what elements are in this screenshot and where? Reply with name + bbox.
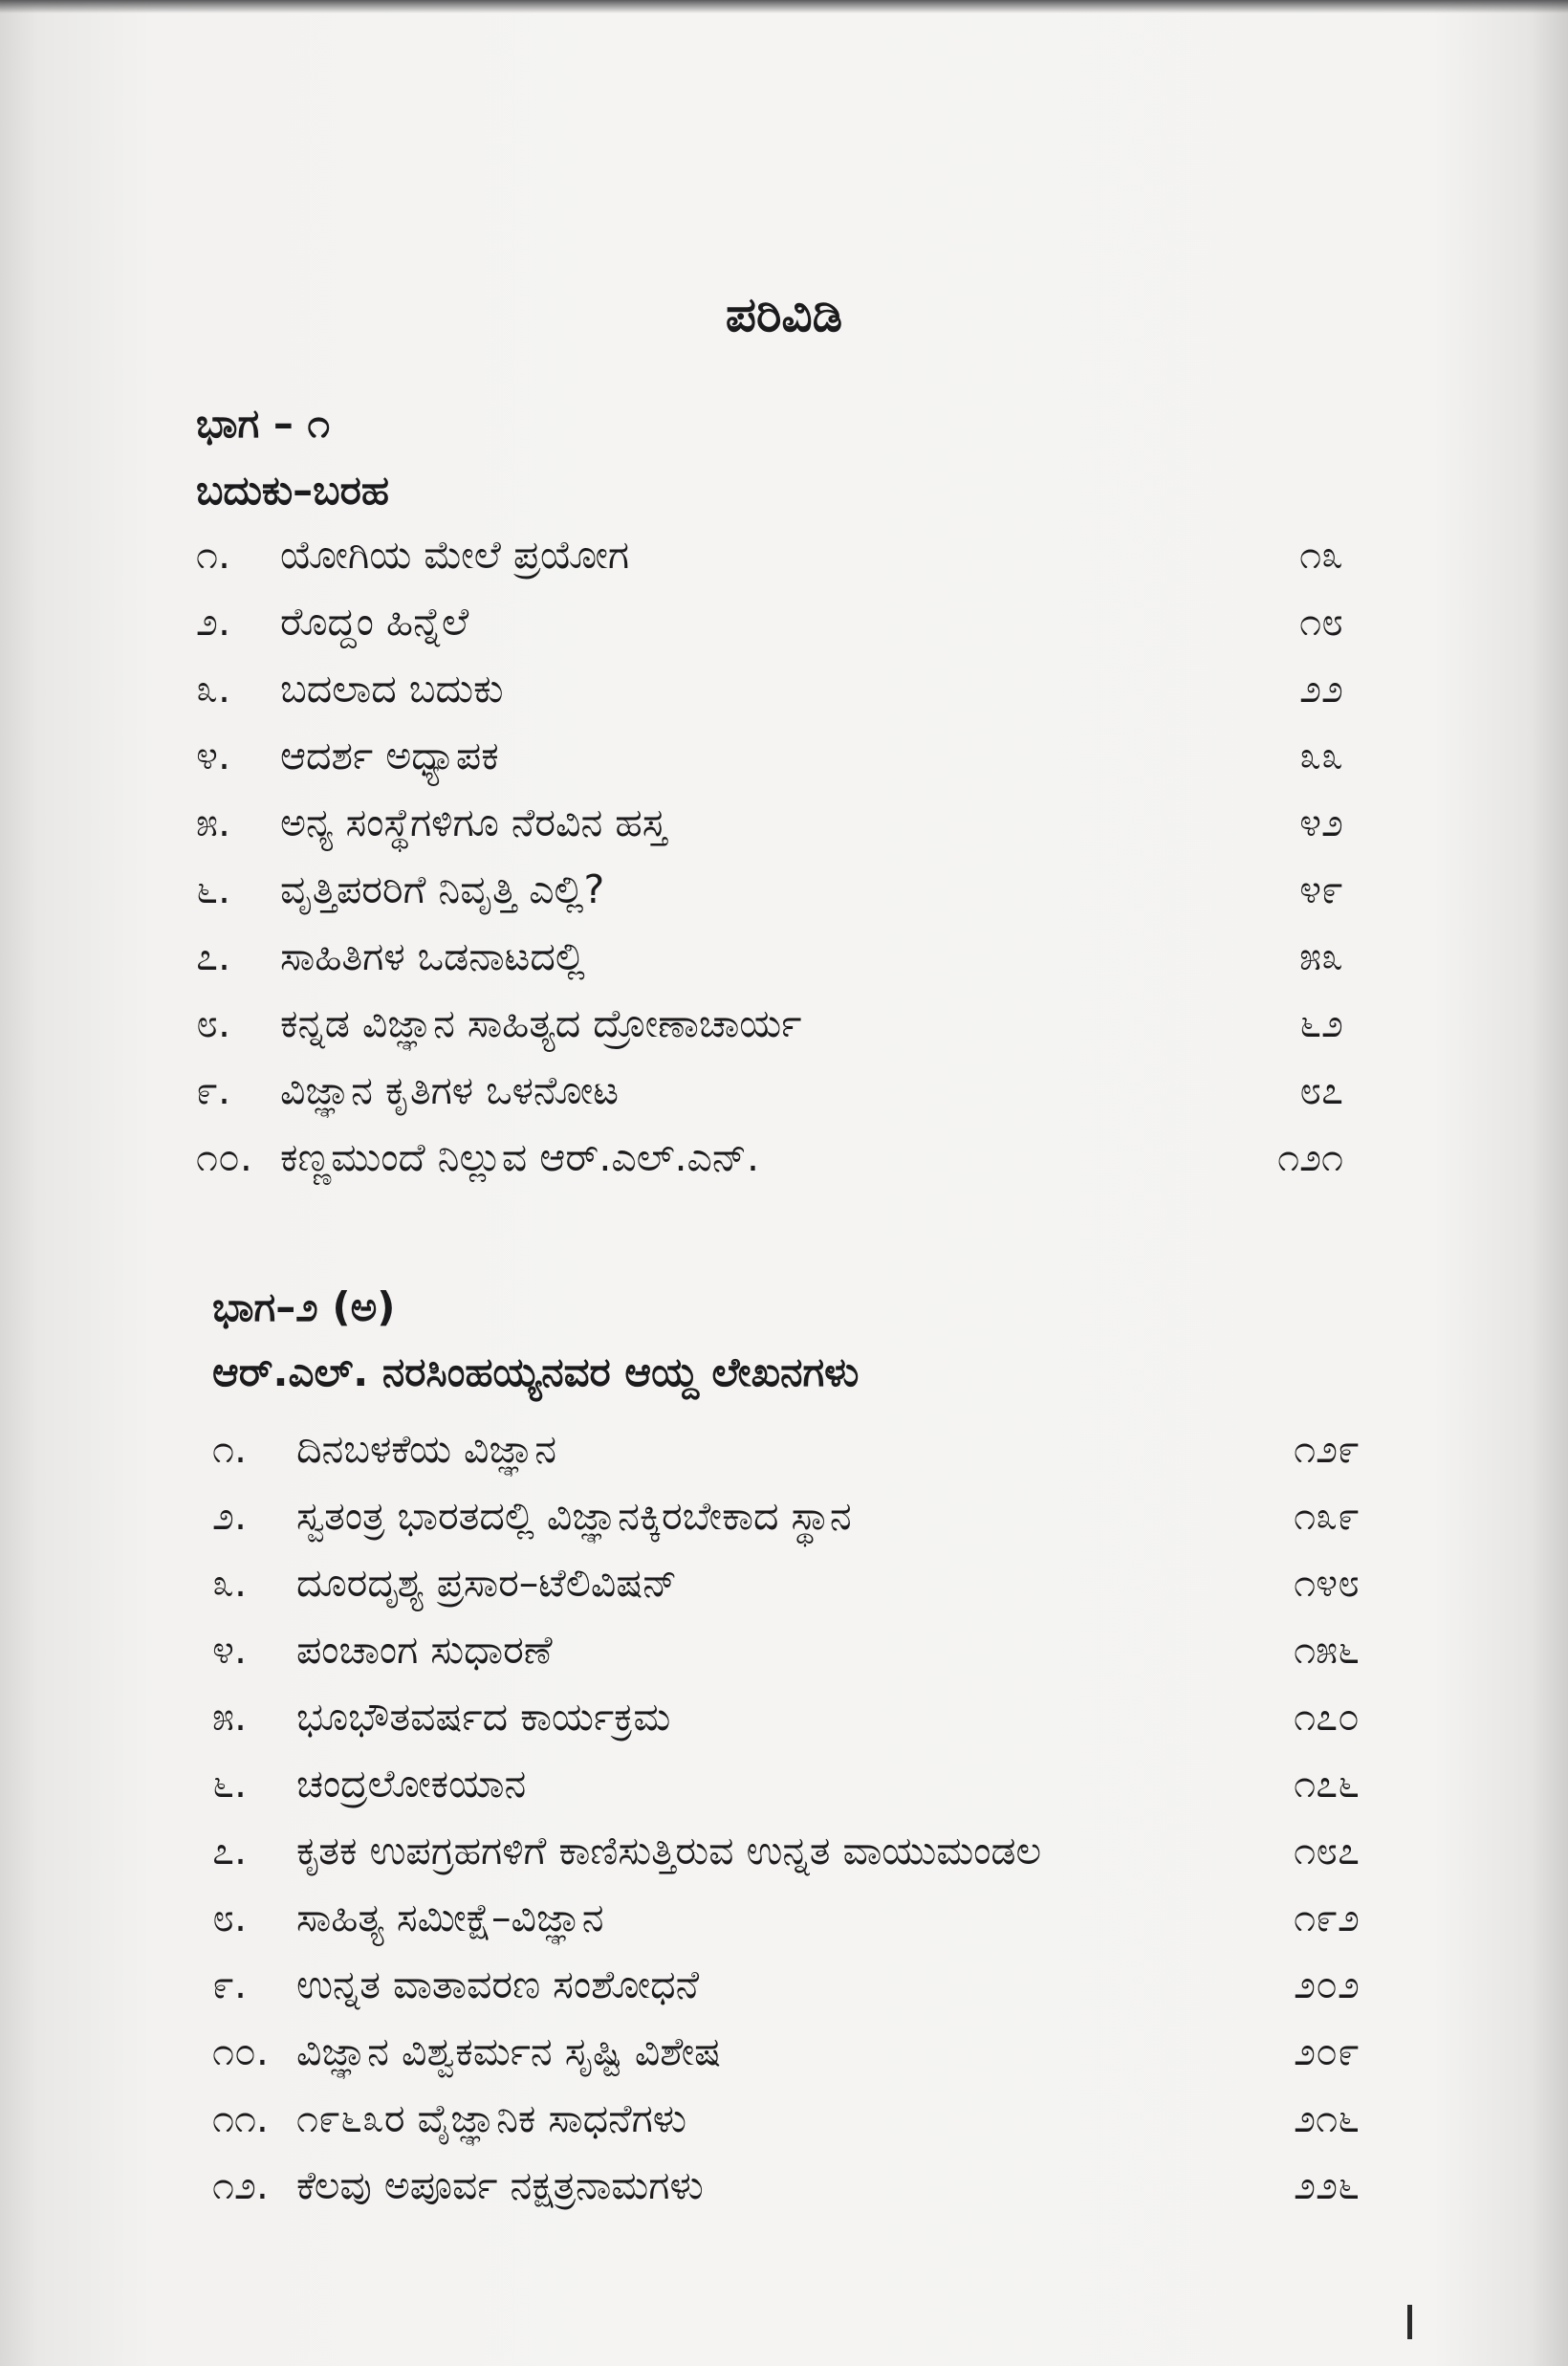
toc-entry-page: ೧೩೯ [1294, 1493, 1360, 1539]
toc-entry-page: ೨೨ [1299, 666, 1343, 712]
toc-entry-title: ಸಾಹಿತ್ಯ ಸಮೀಕ್ಷೆ–ವಿಜ್ಞಾನ [296, 1895, 604, 1940]
part2-heading: ಭಾಗ–೨ (ಅ) [212, 1283, 396, 1330]
toc-entry-page: ೧೭೦ [1294, 1694, 1360, 1740]
toc-entry-page: ೧೨೯ [1294, 1426, 1360, 1472]
toc-entry-page: ೪೨ [1299, 800, 1343, 845]
toc-entry [212, 1750, 1360, 1817]
toc-entry [196, 990, 1343, 1057]
part1-subheading: ಬದುಕು–ಬರಹ [196, 467, 389, 514]
toc-entry-page: ೧೮ [1299, 599, 1343, 645]
toc-entry-page: ೧೯೨ [1294, 1895, 1360, 1940]
toc-entry-title: ಕನ್ನಡ ವಿಜ್ಞಾನ ಸಾಹಿತ್ಯದ ದ್ರೋಣಾಚಾರ್ಯ [280, 1000, 802, 1046]
toc-entry-number: ೧. [212, 1426, 247, 1472]
toc-entry-number: ೨. [196, 599, 230, 645]
toc-entry-number: ೮. [196, 1000, 230, 1046]
toc-entry-page: ೨೦೨ [1294, 1961, 1360, 2007]
page-top-shadow [0, 0, 1568, 13]
toc-entry [196, 923, 1343, 990]
toc-entry-number: ೩. [212, 1560, 247, 1606]
toc-entry-number: ೧೧. [212, 2095, 269, 2141]
toc-entry-title: ಚಂದ್ರಲೋಕಯಾನ [296, 1761, 527, 1807]
toc-entry-page: ೨೦೯ [1294, 2028, 1360, 2074]
toc-entry [196, 1124, 1343, 1191]
toc-entry-title: ಉನ್ನತ ವಾತಾವರಣ ಸಂಶೋಧನೆ [296, 1961, 700, 2007]
toc-entry-number: ೧೦. [212, 2028, 269, 2074]
toc-entry-number: ೯. [196, 1067, 230, 1113]
ink-mark [1407, 2305, 1412, 2339]
toc-entry-number: ೭. [212, 1828, 247, 1873]
toc-entry-number: ೯. [212, 1961, 247, 2007]
toc-entry-page: ೬೨ [1299, 1000, 1343, 1046]
toc-entry-page: ೧೮೭ [1294, 1828, 1360, 1873]
toc-entry-title: ಪಂಚಾಂಗ ಸುಧಾರಣೆ [296, 1627, 553, 1673]
toc-entry-number: ೧. [196, 532, 230, 578]
toc-entry [212, 1817, 1360, 1884]
toc-entry [212, 1415, 1360, 1482]
toc-entry-title: ದಿನಬಳಕೆಯ ವಿಜ್ಞಾನ [296, 1426, 556, 1472]
toc-entry-title: ಆದರ್ಶ ಅಧ್ಯಾಪಕ [280, 733, 499, 778]
toc-entry-page: ೪೯ [1299, 866, 1343, 912]
toc-entry-page: ೨೧೬ [1294, 2095, 1360, 2141]
page-title: ಪರಿವಿಡಿ [725, 287, 843, 342]
toc-entry [212, 2018, 1360, 2085]
toc-entry-number: ೬. [212, 1761, 247, 1807]
toc-entry-title: ೧೯೬೩ರ ವೈಜ್ಞಾನಿಕ ಸಾಧನೆಗಳು [296, 2095, 687, 2141]
toc-entry [212, 1683, 1360, 1750]
toc-entry-page: ೧೨೧ [1277, 1134, 1343, 1180]
toc-entry [212, 1482, 1360, 1549]
toc-entry-number: ೬. [196, 866, 230, 912]
toc-entry-page: ೮೭ [1299, 1067, 1343, 1113]
toc-entry [212, 2085, 1360, 2152]
toc-entry-page: ೧೭೬ [1294, 1761, 1360, 1807]
toc-entry [196, 1057, 1343, 1124]
toc-entry-page: ೫೩ [1299, 933, 1343, 979]
toc-entry-number: ೪. [196, 733, 230, 778]
toc-entry-title: ಬದಲಾದ ಬದುಕು [280, 666, 504, 712]
toc-entry-title: ಭೂಭೌತವರ್ಷದ ಕಾರ್ಯಕ್ರಮ [296, 1694, 671, 1740]
toc-entry [196, 655, 1343, 722]
toc-entry-title: ಸಾಹಿತಿಗಳ ಒಡನಾಟದಲ್ಲಿ [280, 933, 585, 979]
toc-entry-page: ೩೩ [1299, 733, 1343, 778]
toc-entry-page: ೨೨೬ [1294, 2162, 1360, 2208]
toc-entry [196, 856, 1343, 923]
toc-entry-number: ೧೨. [212, 2162, 269, 2208]
toc-entry-title: ಕೃತಕ ಉಪಗ್ರಹಗಳಿಗೆ ಕಾಣಿಸುತ್ತಿರುವ ಉನ್ನತ ವಾಯುಮಂಡಲ [296, 1828, 1042, 1873]
toc-entry-number: ೨. [212, 1493, 247, 1539]
part1-heading: ಭಾಗ – ೧ [196, 400, 330, 447]
toc-entry-title: ಯೋಗಿಯ ಮೇಲೆ ಪ್ರಯೋಗ [280, 532, 630, 578]
toc-entry [196, 588, 1343, 655]
toc-entry-number: ೩. [196, 666, 230, 712]
toc-entry-title: ಕಣ್ಣಮುಂದೆ ನಿಲ್ಲುವ ಆರ್.ಎಲ್.ಎನ್. [280, 1134, 759, 1180]
toc-entry-page: ೧೫೬ [1294, 1627, 1360, 1673]
toc-entry-title: ರೊದ್ದಂ ಹಿನ್ನೆಲೆ [280, 599, 469, 645]
toc-entry-title: ಅನ್ಯ ಸಂಸ್ಥೆಗಳಿಗೂ ನೆರವಿನ ಹಸ್ತ [280, 800, 666, 845]
toc-entry-page: ೧೩ [1299, 532, 1343, 578]
toc-entry [212, 1549, 1360, 1616]
toc-entry [196, 722, 1343, 789]
toc-entry [196, 789, 1343, 856]
toc-entry-number: ೮. [212, 1895, 247, 1940]
toc-entry-title: ಸ್ವತಂತ್ರ ಭಾರತದಲ್ಲಿ ವಿಜ್ಞಾನಕ್ಕಿರಬೇಕಾದ ಸ್ಥಾನ [296, 1493, 852, 1539]
toc-entry [212, 1951, 1360, 2018]
toc-entry-number: ೪. [212, 1627, 247, 1673]
toc-entry-page: ೧೪೮ [1294, 1560, 1360, 1606]
toc-entry-title: ಕೆಲವು ಅಪೂರ್ವ ನಕ್ಷತ್ರನಾಮಗಳು [296, 2162, 704, 2208]
toc-entry [212, 1884, 1360, 1951]
toc-entry-number: ೫. [196, 800, 230, 845]
toc-entry-number: ೭. [196, 933, 230, 979]
toc-entry-title: ವಿಜ್ಞಾನ ಕೃತಿಗಳ ಒಳನೋಟ [280, 1067, 620, 1113]
part2-subheading: ಆರ್.ಎಲ್. ನರಸಿಂಹಯ್ಯನವರ ಆಯ್ದ ಲೇಖನಗಳು [212, 1348, 860, 1395]
toc-entry-number: ೧೦. [196, 1134, 252, 1180]
toc-entry-title: ವಿಜ್ಞಾನ ವಿಶ್ವಕರ್ಮನ ಸೃಷ್ಟಿ ವಿಶೇಷ [296, 2028, 722, 2074]
toc-entry [212, 2152, 1360, 2219]
toc-entry-title: ವೃತ್ತಿಪರರಿಗೆ ನಿವೃತ್ತಿ ಎಲ್ಲಿ? [280, 866, 605, 912]
toc-entry [196, 521, 1343, 588]
toc-entry [212, 1616, 1360, 1683]
toc-entry-number: ೫. [212, 1694, 247, 1740]
toc-entry-title: ದೂರದೃಶ್ಯ ಪ್ರಸಾರ–ಟೆಲಿವಿಷನ್ [296, 1560, 678, 1606]
